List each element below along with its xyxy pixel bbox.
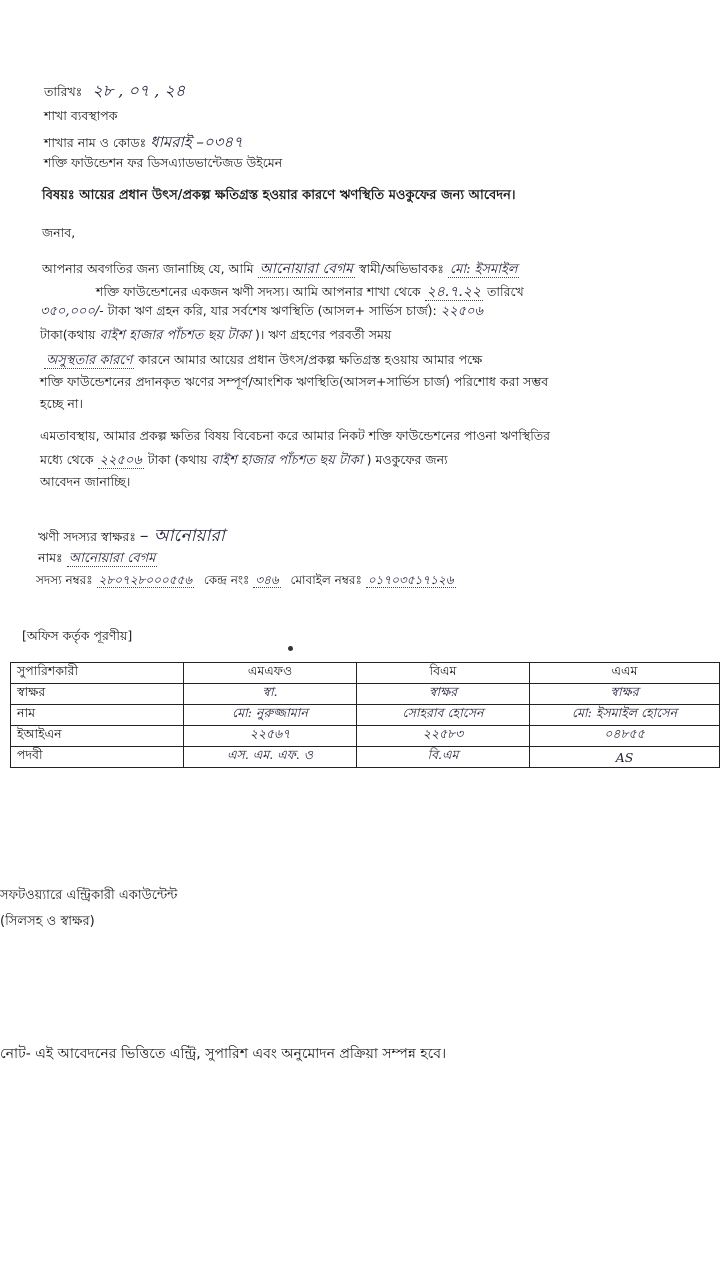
date-line bbox=[44, 78, 185, 105]
body-line-2 bbox=[96, 280, 524, 304]
header-recipient: শাখা ব্যবস্থাপক bbox=[44, 108, 118, 123]
body-text: )। ঋণ গ্রহণের পরবর্তী সময় bbox=[254, 327, 392, 342]
entry-accountant-label: সফটওয়্যারে এন্ট্রিকারী একাউন্টেন্ট bbox=[0, 888, 178, 903]
header-branch bbox=[44, 131, 243, 156]
bm-signature: স্বাক্ষর bbox=[357, 684, 530, 705]
applicant-name-field: আনোয়ারা বেগম bbox=[259, 261, 353, 277]
header-am: এএম bbox=[530, 663, 720, 684]
header-recommender: সুপারিশকারী bbox=[11, 663, 184, 684]
branch-label: শাখার নাম ও কোডঃ bbox=[44, 135, 147, 150]
balance-words-field: বাইশ হাজার পাঁচশত ছয় টাকা bbox=[99, 328, 251, 343]
am-name: মো: ইসমাইল হোসেন bbox=[530, 705, 720, 726]
office-section-title: [অফিস কর্তৃক পূরণীয়] bbox=[22, 628, 133, 643]
body-text: স্বামী/অভিভাবকঃ bbox=[358, 261, 444, 276]
body-text: টাকা ঋণ গ্রহন করি, যার সর্বশেষ ঋণস্থিতি (আসল+ সার্ভিস চার্জ): bbox=[107, 303, 437, 318]
mfo-designation: এস. এম. এফ. ও bbox=[184, 747, 357, 768]
center-number-label: কেন্দ্র নংঃ bbox=[203, 573, 250, 587]
body-text: তারিখে bbox=[487, 284, 524, 299]
reason-field: অসুস্থতার কারণে bbox=[46, 353, 133, 368]
loan-date-field: ২৪.৭.২২ bbox=[426, 284, 482, 300]
am-designation: AS bbox=[530, 747, 720, 768]
body-line-10: আবেদন জানাচ্ছি। bbox=[40, 474, 131, 489]
table-row bbox=[11, 747, 720, 768]
row-label: নাম bbox=[11, 705, 184, 726]
body-line-6: শক্তি ফাউন্ডেশনের প্রদানকৃত ঋণের সম্পূর্ণ/আংশিক ঋণস্থিতি(আসল+সার্ভিস চার্জ) পরিশোধ করা সম্ভব bbox=[40, 374, 549, 389]
table-row bbox=[11, 726, 720, 747]
balance-field: ২২৫০৬ bbox=[440, 304, 483, 319]
member-signature-line bbox=[38, 523, 225, 551]
body-text: কারনে আমার আয়ের প্রধান উৎস/প্রকল্প ক্ষতিগ্রস্ত হওয়ায় আমার পক্ষে bbox=[138, 352, 483, 367]
table-row bbox=[11, 705, 720, 726]
entry-accountant-sub: (সিলসহ ও স্বাক্ষর) bbox=[0, 914, 95, 929]
table-header-row bbox=[11, 663, 720, 684]
header-mfo: এমএফও bbox=[184, 663, 357, 684]
member-name-label: নামঃ bbox=[38, 550, 63, 565]
body-text: টাকা (কথায় bbox=[147, 452, 208, 467]
header-bm: বিএম bbox=[357, 663, 530, 684]
mobile-number-label: মোবাইল নম্বরঃ bbox=[290, 573, 362, 587]
mfo-signature: স্বা. bbox=[184, 684, 357, 705]
mobile-number-value: ০১৭০৩৫১৭১২৬ bbox=[367, 573, 454, 587]
bm-name: সোহরাব হোসেন bbox=[357, 705, 530, 726]
body-text: টাকা(কথায় bbox=[40, 327, 96, 342]
member-signature-label: ঋণী সদস্যর স্বাক্ষরঃ bbox=[38, 529, 136, 544]
row-label: পদবী bbox=[11, 747, 184, 768]
body-line-1 bbox=[42, 257, 519, 281]
body-line-3 bbox=[40, 302, 483, 323]
body-line-7: হচ্ছে না। bbox=[40, 396, 83, 411]
body-text: ) মওকুফের জন্য bbox=[366, 452, 448, 467]
loan-amount-field: ৩৫০,০০০/- bbox=[40, 304, 104, 319]
salutation: জনাব, bbox=[42, 225, 76, 240]
ink-dot bbox=[288, 646, 293, 651]
table-row bbox=[11, 684, 720, 705]
member-name-line bbox=[38, 549, 157, 570]
bm-designation: বি.এম bbox=[357, 747, 530, 768]
body-text: মধ্যে থেকে bbox=[40, 452, 94, 467]
body-line-5 bbox=[44, 351, 482, 372]
member-signature: – আনোয়ারা bbox=[139, 526, 225, 546]
member-id-line bbox=[36, 572, 456, 592]
bm-ein: ২২৫৮৩ bbox=[357, 726, 530, 747]
body-text: শক্তি ফাউন্ডেশনের একজন ঋণী সদস্য। আমি আপনার শাখা থেকে bbox=[96, 284, 421, 299]
am-signature: স্বাক্ষর bbox=[530, 684, 720, 705]
row-label: ইআইএন bbox=[11, 726, 184, 747]
header-organization: শক্তি ফাউন্ডেশন ফর ডিসএ্যাডভান্টেজড উইমেন bbox=[44, 155, 283, 170]
mfo-name: মো: নুরুজ্জামান bbox=[184, 705, 357, 726]
mfo-ein: ২২৫৬৭ bbox=[184, 726, 357, 747]
body-line-8: এমতাবস্থায়, আমার প্রকল্প ক্ষতির বিষয় বিবেচনা করে আমার নিকট শক্তি ফাউন্ডেশনের পাওনা ঋণস্থিতির bbox=[40, 428, 551, 443]
office-approval-table bbox=[10, 662, 720, 768]
footer-note: নোট- এই আবেদনের ভিত্তিতে এন্ট্রি, সুপারিশ এবং অনুমোদন প্রক্রিয়া সম্পন্ন হবে। bbox=[0, 1046, 447, 1062]
body-text: আপনার অবগতির জন্য জানাচ্ছি যে, আমি bbox=[42, 261, 254, 276]
waive-words-field: বাইশ হাজার পাঁচশত ছয় টাকা bbox=[211, 453, 363, 468]
guardian-field: মো: ইসমাইল bbox=[449, 262, 518, 277]
date-value: ২৮ , ০৭ , ২৪ bbox=[92, 81, 186, 100]
date-label: তারিখঃ bbox=[44, 84, 83, 99]
row-label: স্বাক্ষর bbox=[11, 684, 184, 705]
member-name-value: আনোয়ারা বেগম bbox=[68, 551, 156, 566]
member-number-value: ২৮০৭২৮০০০৫৫৬ bbox=[98, 573, 193, 587]
waive-amount-field: ২২৫০৬ bbox=[99, 453, 142, 468]
subject-line: বিষয়ঃ আয়ের প্রধান উৎস/প্রকল্প ক্ষতিগ্রস্ত হওয়ার কারণে ঋণস্থিতি মওকুফের জন্য আবেদন। bbox=[42, 188, 516, 203]
branch-value: ধামরাই –০৩৪৭ bbox=[150, 133, 243, 151]
am-ein: ০৪৮৫৫ bbox=[530, 726, 720, 747]
body-line-9 bbox=[40, 451, 448, 472]
center-number-value: ৩৪৬ bbox=[255, 573, 279, 587]
member-number-label: সদস্য নম্বরঃ bbox=[36, 573, 93, 587]
body-line-4 bbox=[40, 326, 391, 347]
